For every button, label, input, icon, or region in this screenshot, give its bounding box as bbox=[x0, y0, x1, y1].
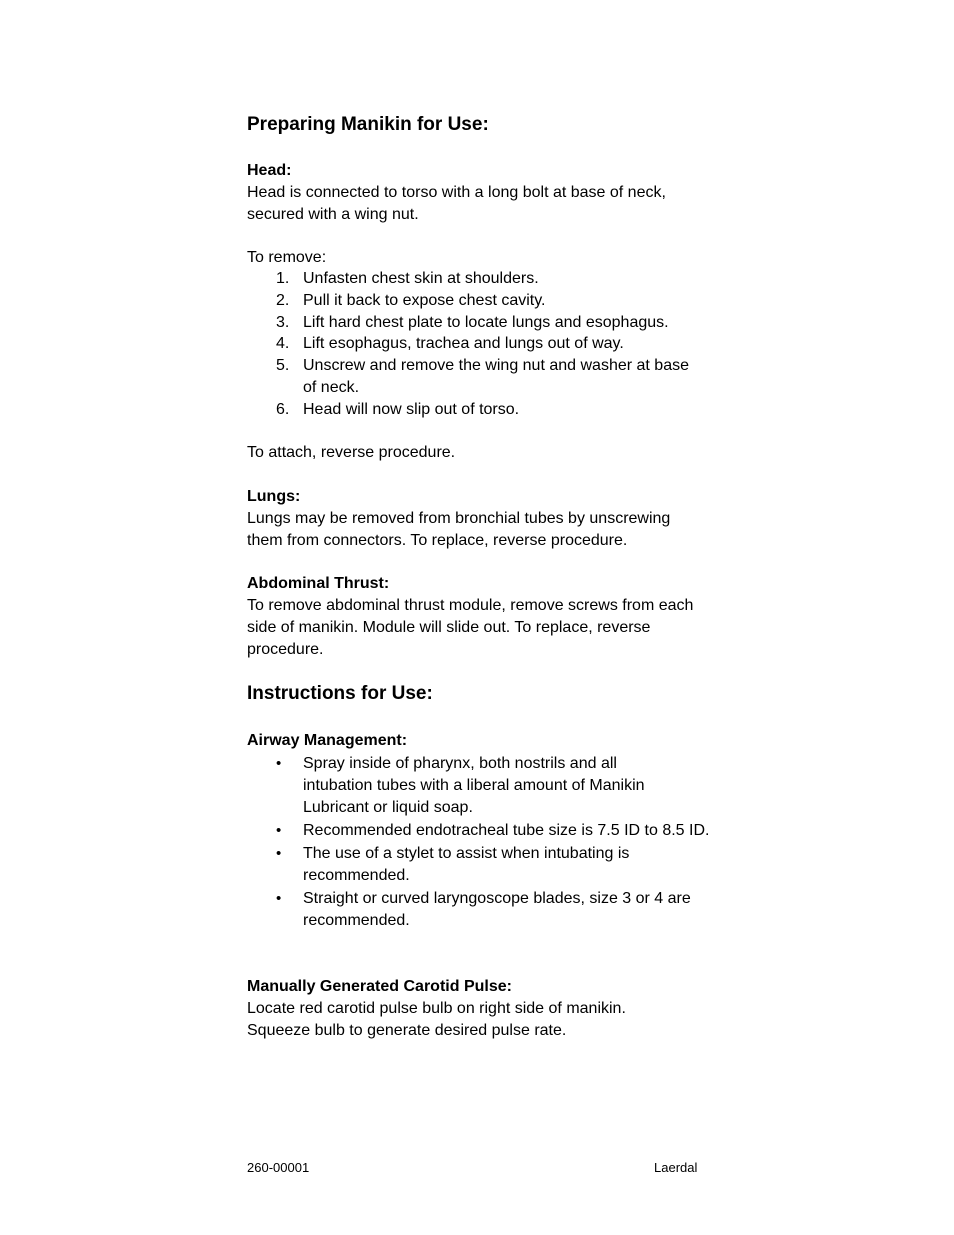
list-item bbox=[247, 843, 669, 887]
lungs-text: Lungs may be removed from bronchial tubes by unscrewing them from connectors. To replace, reverse procedure. bbox=[247, 510, 671, 549]
step-text: Unscrew and remove the wing nut and washer at base of neck. bbox=[303, 357, 689, 396]
pulse-heading: Manually Generated Carotid Pulse: bbox=[247, 978, 512, 995]
list-item bbox=[247, 888, 693, 932]
bullet-icon: • bbox=[276, 755, 282, 772]
head-heading: Head: bbox=[247, 162, 292, 179]
list-item bbox=[247, 290, 717, 312]
step-number: 1. bbox=[276, 270, 290, 287]
abdominal-heading: Abdominal Thrust: bbox=[247, 575, 390, 592]
step-text: Lift esophagus, trachea and lungs out of way. bbox=[303, 335, 624, 353]
head-text: Head is connected to torso with a long bolt at base of neck, secured with a wing nut. bbox=[247, 184, 666, 223]
step-text: Lift hard chest plate to locate lungs and esophagus. bbox=[303, 313, 669, 331]
abdominal-text: To remove abdominal thrust module, remove screws from each side of manikin. Module will slide out. To replace, reverse procedure. bbox=[247, 597, 694, 658]
step-number: 3. bbox=[276, 313, 290, 331]
bullet-text: Recommended endotracheal tube size is 7.5 ID to 8.5 ID. bbox=[303, 821, 710, 839]
step-number: 6. bbox=[276, 400, 290, 418]
remove-steps-list bbox=[247, 268, 717, 421]
step-number: 4. bbox=[276, 335, 290, 353]
bullet-text: The use of a stylet to assist when intubating is recommended. bbox=[303, 845, 630, 884]
step-text: Unfasten chest skin at shoulders. bbox=[303, 270, 539, 287]
bullet-text: Spray inside of pharynx, both nostrils and all intubation tubes with a liberal amount of Manikin Lubricant or liquid soap. bbox=[303, 755, 645, 816]
step-number: 5. bbox=[276, 357, 290, 375]
step-number: 2. bbox=[276, 291, 290, 309]
bullet-text: Straight or curved laryngoscope blades, size 3 or 4 are recommended. bbox=[303, 890, 691, 930]
list-item bbox=[247, 333, 717, 355]
list-item bbox=[247, 268, 717, 290]
step-text: Pull it back to expose chest cavity. bbox=[303, 291, 546, 309]
airway-bullets-list bbox=[247, 753, 717, 933]
remove-intro: To remove: bbox=[247, 249, 327, 266]
pulse-text: Locate red carotid pulse bulb on right side of manikin. Squeeze bulb to generate desired pulse rate. bbox=[247, 1000, 626, 1039]
lungs-heading: Lungs: bbox=[247, 488, 301, 505]
section-title-preparing: Preparing Manikin for Use: bbox=[247, 114, 489, 135]
attach-text: To attach, reverse procedure. bbox=[247, 444, 456, 461]
bullet-icon: • bbox=[276, 890, 282, 908]
airway-heading: Airway Management: bbox=[247, 732, 408, 749]
section-title-instructions: Instructions for Use: bbox=[247, 683, 433, 704]
bullet-icon: • bbox=[276, 821, 282, 839]
list-item bbox=[247, 820, 717, 842]
list-item bbox=[247, 753, 685, 818]
footer-code: 260-00001 bbox=[247, 1160, 310, 1175]
list-item bbox=[247, 399, 717, 421]
bullet-icon: • bbox=[276, 845, 282, 863]
list-item bbox=[247, 312, 717, 334]
list-item bbox=[247, 355, 693, 399]
footer-brand: Laerdal bbox=[654, 1160, 698, 1175]
step-text: Head will now slip out of torso. bbox=[303, 400, 520, 418]
